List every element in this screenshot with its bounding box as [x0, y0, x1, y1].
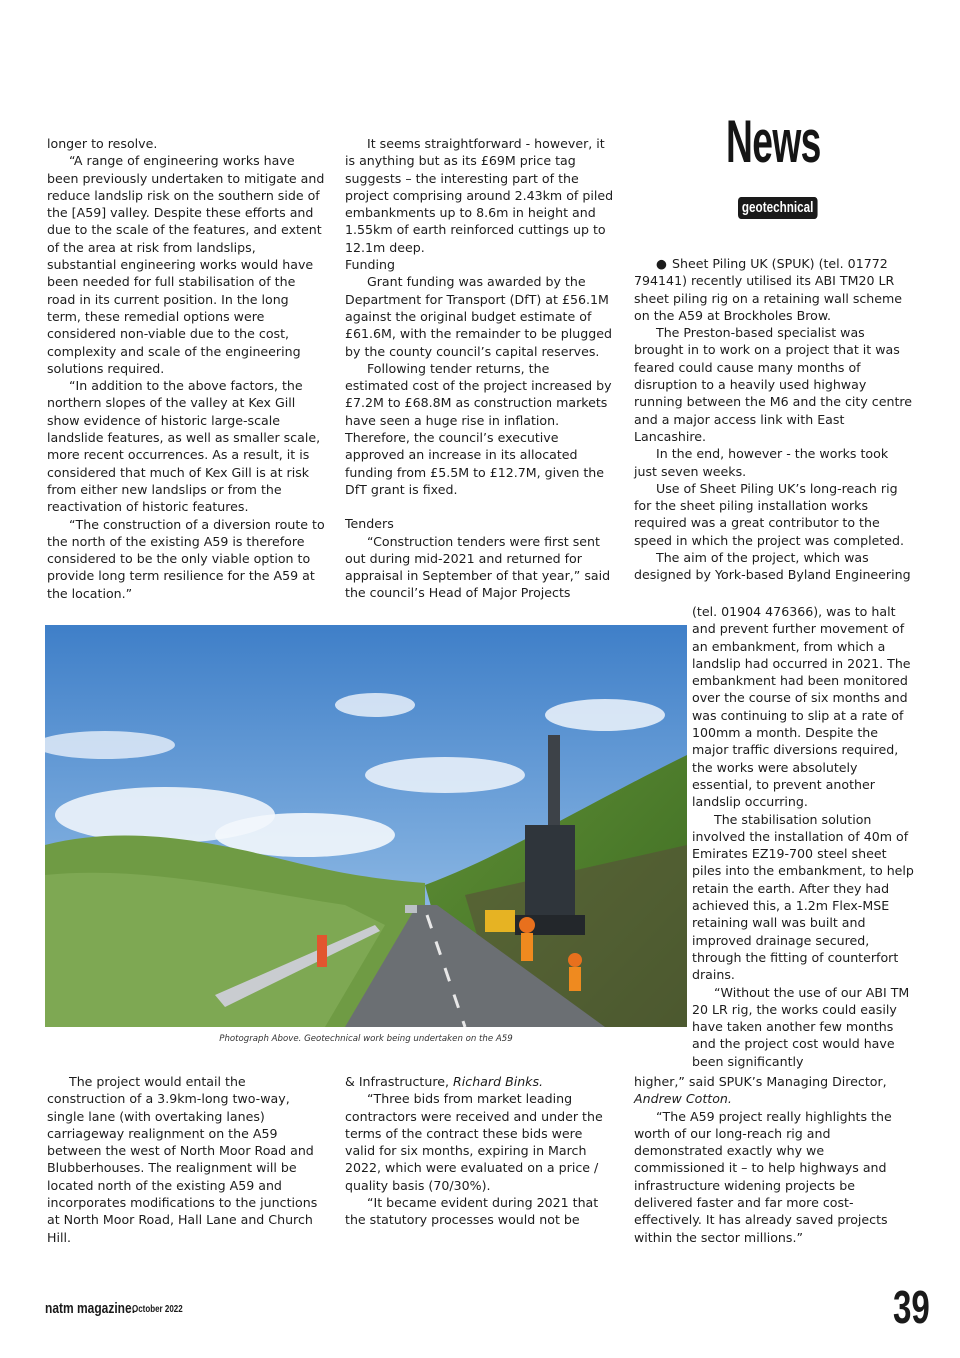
- paragraph: In the end, however - the works took just seven weeks.: [634, 446, 889, 479]
- paragraph: It seems straightforward - however, it is anything but as its £69M price tag suggests – the interesting part of the project comprising around 2.43km of piled embankments up to 8.6m in height and 1.55km of earth reinforced cuttings up to 12.1m deep.: [345, 136, 614, 255]
- paragraph: “Three bids from market leading contractors were received and under the terms of the contract these bids were valid for six months, expiring in March 2022, which were evaluated on a price / quality basis (70/30%).: [345, 1091, 603, 1193]
- paragraph: longer to resolve.: [47, 136, 158, 151]
- column-2: [345, 135, 615, 602]
- subheading-tenders: Tenders: [345, 516, 394, 532]
- paragraph: “A range of engineering works have been previously undertaken to mitigate and reduce landslip risk on the southern side of the [A59] valley. Despite these efforts and due to the scale of the features, and extent of the area at risk from landslips, substantial engineering works would have been needed for full stabilisation of the road in its current position. In the long term, these remedial options were considered non-viable due to the cost, complexity and scale of the engineering solutions required.: [47, 153, 325, 376]
- column-3-wrap: [692, 603, 914, 1070]
- paragraph: “The construction of a diversion route to the north of the existing A59 is therefore considered to be the only viable option to provide long term resilience for the A59 at the location.”: [47, 516, 325, 601]
- paragraph: “It became evident during 2021 that the statutory processes would not be: [345, 1195, 599, 1228]
- page-number: 39: [893, 1281, 930, 1333]
- section-title: News: [726, 108, 821, 175]
- paragraph: higher,” said SPUK’s Managing Director,: [634, 1074, 887, 1089]
- paragraph: The project would entail the construction of a 3.9km-long two-way, single lane (with overtaking lanes) carriageway realignment on the A59 between the west of North Moor Road and Blubberhouses. The realignment will be located north of the existing A59 and incorporates modifications to the junctions at North Moor Road, Hall Lane and Church Hill.: [47, 1074, 318, 1245]
- paragraph: “Construction tenders were first sent out during mid-2021 and returned for appraisal in September of that year,” said the council’s Head of Major Projects: [345, 533, 611, 601]
- paragraph: The stabilisation solution involved the installation of 40m of Emirates EZ19-700 steel sheet piles into the embankment, to help retain the earth. After they had achieved this, a 1.2m Flex-MSE retaining wall was built and improved drainage secured, through the fitting of counterfort drains.: [692, 811, 914, 983]
- column-2-bottom: [345, 1073, 615, 1229]
- paragraph: (tel. 01904 476366), was to halt and prevent further movement of an embankment, from which a landslip had occurred in 2021. The embankment had been monitored over the course of six months and was continuing to slip at a rate of 100mm a month. Despite the major traffic diversions required, the works were absolutely essential, to prevent another landslip occurring.: [692, 604, 911, 810]
- photo-caption: Photograph Above. Geotechnical work being undertaken on the A59: [219, 1034, 513, 1044]
- column-3-top: [634, 255, 914, 584]
- text-span: & Infrastructure,: [345, 1074, 454, 1089]
- paragraph: Grant funding was awarded by the Department for Transport (DfT) at £56.1M against the original budget estimate of £61.6M, with the remainder to be plugged by the county council’s capital reserves.: [345, 274, 612, 359]
- speaker-name: Andrew Cotton.: [634, 1091, 732, 1107]
- paragraph: ● Sheet Piling UK (SPUK) (tel. 01772 794141) recently utilised its ABI TM20 LR sheet piling rig on a retaining wall scheme on the A59 at Brockholes Brow.: [634, 255, 914, 324]
- speaker-name: Richard Binks.: [453, 1074, 544, 1089]
- photo-a59-geotechnical-work: [45, 625, 687, 1027]
- footer-magazine-name: natm magazine.: [45, 1300, 136, 1317]
- paragraph: Following tender returns, the estimated cost of the project increased by £7.2M to £68.8M as construction markets have seen a huge rise in inflation. Therefore, the council’s executive approved an increase in its allocated funding from £5.5M to £12.7M, given the DfT grant is fixed.: [345, 360, 612, 497]
- paragraph: “Without the use of our ABI TM 20 LR rig, the works could easily have taken another few months and the project cost would have been significantly: [692, 984, 910, 1069]
- paragraph: [345, 1073, 615, 1090]
- column-1: [47, 135, 325, 602]
- section-badge: geotechnical: [738, 197, 817, 219]
- paragraph: The aim of the project, which was designed by York-based Byland Engineering: [634, 550, 911, 583]
- column-1-bottom: [47, 1073, 325, 1246]
- paragraph: “In addition to the above factors, the northern slopes of the valley at Kex Gill show evidence of historic large-scale landslide features, as well as smaller scale, more recent occurrences. As a result, it is considered that much of Kex Gill is at risk from either new landslips or from the reactivation of historic features.: [47, 378, 321, 515]
- subheading-funding: Funding: [345, 257, 395, 273]
- photo-illustration: [45, 625, 687, 1027]
- paragraph: Use of Sheet Piling UK’s long-reach rig for the sheet piling installation works required was a great contributor to the speed in which the project was completed.: [634, 480, 905, 548]
- paragraph: The Preston-based specialist was brought in to work on a project that it was feared could cause many months of disruption to a heavily used highway running between the M6 and the city centre and a major access link with East Lancashire.: [634, 325, 913, 444]
- paragraph: “The A59 project really highlights the worth of our long-reach rig and demonstrated exactly why we commissioned it – to help highways and infrastructure widening projects be delivered faster and far more cost-effectively. It has already saved projects within the sector millions.”: [634, 1108, 892, 1245]
- footer-date: October 2022: [132, 1304, 183, 1315]
- column-3-bottom: [634, 1073, 916, 1246]
